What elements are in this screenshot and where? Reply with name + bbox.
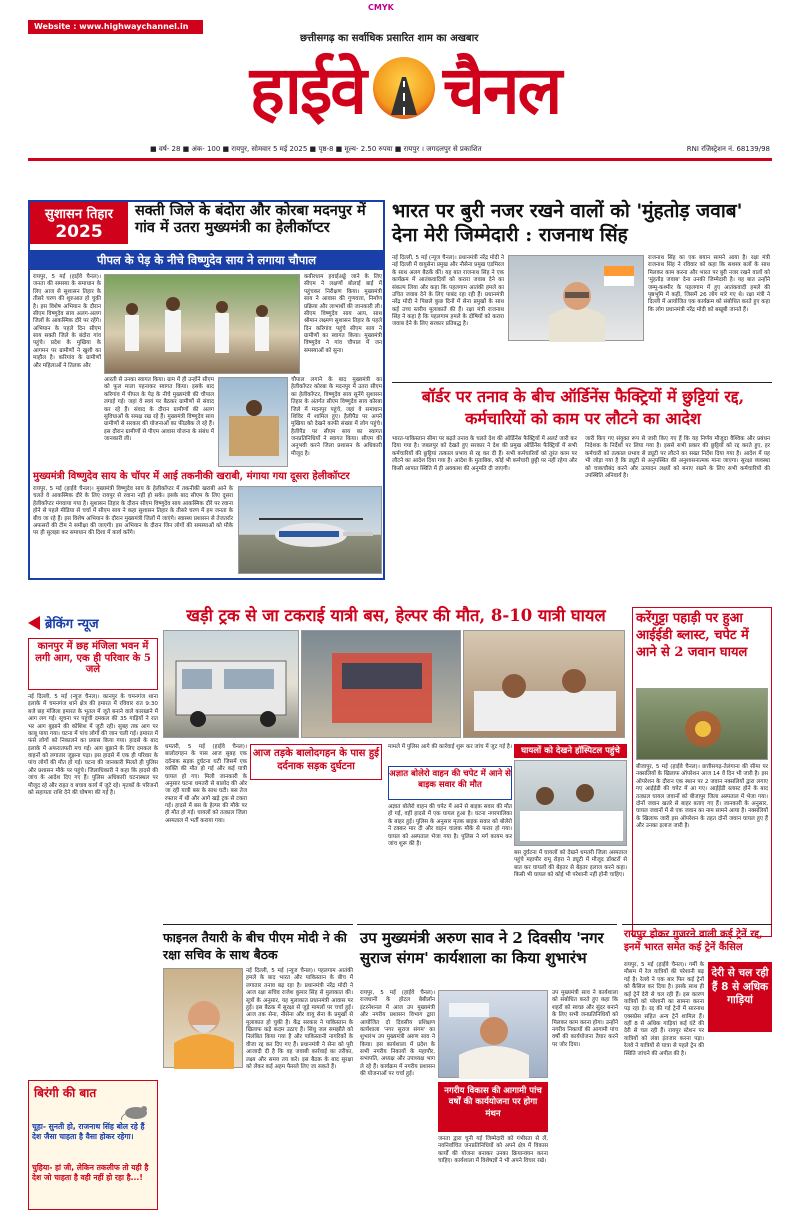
story4-headline: खड़ी ट्रक से जा टकराई यात्री बस, हेल्पर की मौत, 8-10 यात्री घायल <box>186 606 606 625</box>
megaphone-icon <box>28 616 40 630</box>
story6-rule <box>163 924 353 925</box>
story1-under: आरती से उनका स्वागत किया। ग्राम में ही उन्होंने सीएम को फूल माला पहनाकर स्वागत किया। इसके बाद करिगांव में पीपल के पेड़ के नीचे मुख्यमंत्री की चौपाल लगाई गई। जहां वे स्वयं पर बैठकर ग्रामीणों से संवाद कर रहे हैं। संवाद के दौरान ग्रामीणों की अलग सुविधाओं के समक्ष रख रहे हैं। मुख्यमंत्री विष्णुदेव साय ग्रामीणों से सरकार की योजनाओं का फीडबैक ले रहे हैं। इस दौरान ग्रामीणों से पीएम आवास योजना के संबंध में जानकारी ली। <box>104 377 214 442</box>
story1-headline: सक्ती जिले के बंदोरा और कोरबा मदनपुर में गांव में उतरा मुख्यमंत्री का हेलीकॉप्टर <box>135 202 366 236</box>
story3-col2: जारी किए गए संयुक्त रूप से जारी किए गए हैं कि यह निर्णय मौजूदा वैश्विक और प्रबंधन निदेशक के निर्देशों पर लिया गया है। इससे सभी प्रकार की छुट्टियों को रद्द करते हुए, हर कर्मचारी को तत्काल प्रभाव से ड्यूटी पर लौटने का सख्त निर्देश दिया गया है। आदेश में यह भी जोड़ा गया है कि ड्यूटी से अनुपस्थित की अनुशासनात्मक माना जाएगा। सुरक्षा व्यवस्था को चाकचौबंद करने और उत्पादन लक्ष्यों को बनाए रखने के लिए सभी कर्मचारियों की उपस्थिति अनिवार्य है। <box>585 436 770 479</box>
story5-body: बीजापुर, 5 मई (हाईवे चैनल)। छत्तीसगढ़-तेलंगाना की सीमा पर नक्सलियों के खिलाफ ऑपरेशन आज 14 वें दिन भी जारी है। इस ऑपरेशन के दौरान एक स्थान पर 2 जवान नक्सलियों द्वारा लगाए गए आईईडी की चपेट में आ गए। आईईडी ब्लास्ट होने के बाद तत्काल घायल जवानों को बीजापुर जिला अस्पताल में भेजा गया। दोनों जवान खतरे से बाहर बताए गए हैं। जानकारी के अनुसार, घायल जवानों में से एक जवान का नाम सामने आया है। नक्सलियों के खिलाफ जारी इस ऑपरेशन के तहत दोनों जवान घायल हुए हैं और उनका इलाज जारी है। <box>636 764 768 829</box>
hospital-body: बस दुर्घटना में घायलों को देखने धमतरी जिला अस्पताल पहुंचे महापौर रामू रोहरा ने ड्यूटी में मौजूद डॉक्टरों से बात कर घायलों की बेहतर से बेहतर इलाज करने कहा। किसी भी घायल को कोई भी परेशानी नहीं होनी चाहिए। <box>514 850 627 879</box>
story7-quote: नगरीय विकास की आगामी पांच वर्षों की कार्ययोजना पर होगा मंथन <box>438 1082 548 1132</box>
issue-info: ■ वर्ष- 28 ■ अंक- 100 ■ रायपुर, सोमवार 5 मई 2025 ■ पृष्ठ-8 ■ मूल्य- 2.50 रुपया ■ रायपुर । जगदलपुर से प्रकाशित <box>150 144 482 153</box>
story7-col1: रायपुर, 5 मई (हाईवे चैनल)। राजधानी के होटल बेबीलॉन इंटरनेशनल में आज उप मुख्यमंत्री और नगरीय प्रशासन विभाग द्वारा आयोजित दो दिवसीय प्रशिक्षण कार्यशाला 'नगर सुराज संगम' का शुभारंभ उप मुख्यमंत्री अरुण साव ने किया। इस कार्यशाला में प्रदेश के सभी नगरीय निकायों के महापौर, सभापति, अध्यक्ष और उपाध्यक्ष भाग ले रहे हैं। कार्यक्रम में नगरीय प्रशासन की योजनाओं पर चर्चा हुई। <box>360 990 435 1078</box>
story5-headline: करेंगुट्टा पहाड़ी पर हुआ आईईडी ब्लास्ट, चपेट में आने से 2 जवान घायल <box>636 611 749 660</box>
story4-col1b <box>250 784 382 919</box>
story4-box2-title: अज्ञात बोलेरो वाहन की चपेट में आने से बाइक सवार की मौत <box>389 769 511 791</box>
story4-col2: अज्ञात बोलेरो वाहन की चपेट में आने से बाइक सवार की मौत हो गई, वहीं हादसे में एक घायल हुआ है। घटना नगरपालिका के बाहर हुई। पुलिस के अनुसार मृतक बाइक सवार को बोलेरो ने टक्कर मार दी और वाहन चालक मौके से फरार हो गया। घायल को अस्पताल भेजा गया है। पुलिस ने मर्ग कायम कर जांच शुरू की है। <box>388 804 512 847</box>
website-bar[interactable]: Website : www.highwaychannel.in <box>28 20 203 34</box>
kanpur-body: नई दिल्ली, 5 मई (न्यूज चैनल)। कानपुर के चमनगंज थाना इलाके में चमनगंज थाने क्षेत्र की इमारत में रविवार रात 9:30 बजे छह मंजिला इमारत के भूतल में जूते बनाने वाले कारखाने में आग लग गई। सूचना पर पहुंची दमकल की 35 गाड़ियों ने रात भर आग बुझाने की कोशिश में जुटी रही। सुबह तक आग पर काबू पाया गया। घटना में पांच लोगों की जान चली गई। इमारत में फंसे लोगों को निकालने का प्रयास किया गया। हादसे के बाद इलाके में अफरातफरी मच गई। आग बुझाने के लिए दमकल के वाहनों को लगातार जूझना पड़ा। इस हादसे में एक ही परिवार के पांच लोगों की मौत हो गई। घटना की जानकारी मिलते ही पुलिस और प्रशासन मौके पर पहुंचे। जिलाधिकारी ने कहा कि हादसे की जांच के आदेश दिए गए हैं। पुलिस अधिकारी घटनास्थल पर मौजूद रहे और राहत व बचाव कार्य में जुटे रहे। मृतकों के परिजनों को सहायता राशि देने की घोषणा की गई है। <box>28 694 158 796</box>
story8-highlight: देरी से चल रही हैं 8 से अधिक गाड़ियां <box>708 962 772 1032</box>
story1b-headline: मुख्यमंत्री विष्णुदेव साय के चॉपर में आई तकनीकी खराबी, मंगाया गया दूसरा हेलीकॉप्टर <box>33 471 350 482</box>
story7-headline: उप मुख्यमंत्री अरुण साव ने 2 दिवसीय 'नगर सुराज संगम' कार्यशाला का किया शुभारंभ <box>360 929 604 968</box>
info-strip <box>150 142 770 156</box>
birangi-line2: चुहिया- हां जी, लेकिन तकलीफ तो यही है देश जो चाहता है वही नहीं हो रहा है...! <box>32 1163 149 1182</box>
story3-headline: बॉर्डर पर तनाव के बीच ऑर्डिनेंस फैक्ट्रियों में छुट्टियां रद्द, कर्मचारियों को काम पर लौटने का आदेश <box>421 387 745 428</box>
story6-body-a: नई दिल्ली, 5 मई (न्यूज चैनल)। पहलगाम आतंकी हमले के बाद भारत और पाकिस्तान के बीच में लगातार तनाव बढ़ रहा है। प्रधानमंत्री नरेंद्र मोदी ने आज रक्षा सचिव राजेश कुमार सिंह से मुलाकात की। सूत्रों के अनुसार, यह मुलाकात प्रधानमंत्री आवास पर हुई। इस बैठक में सुरक्षा से जुड़े मामलों पर चर्चा हुई। आज तक सेना, नौसेना और वायु सेना के प्रमुखों से मुलाकात हो चुकी है। केंद्र सरकार ने पाकिस्तान के खिलाफ कड़े कदम उठाए हैं। सिंधु जल समझौते को निलंबित किया गया है और पाकिस्तानी नागरिकों के वीजा रद्द कर दिए गए हैं। प्रधानमंत्री ने सेना को पूरी आजादी दी है कि वह जवाबी कार्रवाई का तरीका, लक्ष्य और समय तय करे। इस बैठक के बाद सुरक्षा को लेकर कई अहम फैसले लिए जा सकते हैं। <box>246 968 353 1070</box>
masthead-right: चैनल <box>442 51 561 129</box>
masthead <box>170 42 640 134</box>
header-rule <box>28 158 772 161</box>
story8-rule <box>622 924 772 925</box>
story4-col2-top: मामले में पुलिस आगे की कार्रवाई शुरू कर जांच में जुट गई है। <box>388 744 512 750</box>
story1b-body: रायपुर, 5 मई (हाईवे चैनल)। मुख्यमंत्री विष्णुदेव साय के हेलीकॉप्टर में तकनीकी खराबी आने के चलते वे आकस्मिक दौरे के लिए रायपुर से रवाना नहीं हो सके। इसके बाद सीएम के लिए दूसरा हेलीकॉप्टर मंगवाया गया है। सुशासन तिहार के दौरान सीएम विष्णुदेव साय आकस्मिक दौरे पर रवाना होने से पहले मीडिया से चर्चा में सीएम साय ने कहा सुशासन तिहार के तीसरे चरण में हम जनता के बीच जा रहे हैं। इस विशेष अभियान के दौरान मुख्यमंत्री जिलों में जाएंगे। स्वास्थ्य प्रशासन से तेजतर्रार अफसरों की टीम ने समीक्षा की जाएगी। इस अभियान के दौरान जिन लोगों की समस्याओं को मौके पर ही सुलझा कर समाधान की दिशा में कार्य करेंगे। <box>33 486 233 537</box>
kicker-year: 2025 <box>55 222 103 242</box>
story1-col1: रायपुर, 5 मई (हाईवे चैनल)। जनता की समस्या के समाधान के लिए आज से सुशासन तिहार के तीसरे चरण की शुरुआत हो चुकी है। इस विशेष अभियान के दौरान सीएम विष्णुदेव साय अलग-अलग जिलों के आकस्मिक दौरे पर रहेंगे। अभियान के पहले दिन सीएम साय सक्ती जिले के बंदोरा गांव पहुंचे। प्रदेश के मुखिया के आगमन पर ग्रामीणों ने खुशी का माहौल है। करिगांव के ग्रामीणों और महिलाओं ने तिलक और <box>33 274 102 369</box>
story4-box2 <box>388 766 512 800</box>
kicker-title: सुशासन तिहार <box>45 207 113 222</box>
chaupal-photo <box>104 274 300 374</box>
helicopter-photo-small <box>218 377 288 467</box>
bus-photo-2 <box>301 630 461 738</box>
rni-number: RNI रजिस्ट्रेशन नं. 68139/98 <box>686 144 770 153</box>
story4-box <box>250 744 382 780</box>
story2-col1: नई दिल्ली, 5 मई (न्यूज चैनल)। प्रधानमंत्री नरेंद्र मोदी ने नई दिल्ली में वायुसेना प्रमुख और नौसेना प्रमुख एडमिरल के साथ अलग बैठकें कीं। यह बात राजनाथ सिंह ने एक कार्यक्रम में आतंकवादियों को करारा जवाब देने का संकल्प लिया और कहा कि पहलगाम आतंकी हमले का उचित जवाब देने के लिए पाबंद रहा रही हैं। प्रधानमंत्री नरेंद्र मोदी ने पिछले कुछ दिनों में सेना प्रमुखों के साथ कई उच्च स्तरीय मुलाकातें की हैं। रक्षा मंत्री राजनाथ सिंह ने कहा है कि पहलगाम हमले के दोषियों को करारा जवाब देने के लिए सरकार प्रतिबद्ध है। <box>392 255 504 328</box>
sushasan-kicker <box>30 202 128 244</box>
story8-headline: रायपुर होकर गुजरने वाली कई ट्रेनें रद्द, इनमें भारत समेत कई ट्रेनें कैंसिल <box>624 929 763 953</box>
birangi-line1: चूहा- सुनती हो, राजनाथ सिंह बोल रहे हैं देश जैसा चाहता है वैसा होकर रहेगा। <box>32 1122 145 1141</box>
story3-col1: भारत-पाकिस्तान सीमा पर बढ़ते तनाव के चलते देश की ऑर्डिनेंस फैक्ट्रियों में अलर्ट जारी कर दिया गया है। जबलपुर को देखते हुए सरकार ने देश की प्रमुख ऑर्डिनेंस फैक्ट्रियों में सभी कर्मचारियों की छुट्टियां तत्काल प्रभाव से रद्द कर दी हैं। सभी कर्मचारियों को तुरंत काम पर लौटने का आदेश दिया गया है। आदेश के मुताबिक, कोई भी कर्मचारी छुट्टी पर नहीं रहेगा और किसी आपात स्थिति में ही अवकाश की अनुमति दी जाएगी। <box>392 436 577 472</box>
story1-subhead: पीपल के पेड़ के नीचे विष्णुदेव साय ने लगाया चौपाल <box>30 250 383 270</box>
story2-headline: भारत पर बुरी नजर रखने वालों को 'मुंहतोड़ जवाब' देना मेरी जिम्मेदारी : राजनाथ सिंह <box>392 200 743 246</box>
cmyk-marker: CMYK <box>368 3 394 12</box>
story6-headline: फाइनल तैयारी के बीच पीएम मोदी ने की रक्षा सचिव के साथ बैठक <box>163 930 347 962</box>
birangi-title: बिरंगी की बात <box>34 1086 97 1100</box>
mouse-icon <box>120 1102 152 1120</box>
hospital-photo <box>514 760 627 846</box>
ied-photo <box>636 688 768 760</box>
injured-photo <box>463 630 625 738</box>
story1-col-right: कबीरधाम हवाईअड्डे जाने के लिए सीएम ने लक्षणों बोलाई बाई में पहुंचकर निरीक्षण किया। मुख्यमंत्री साय ने आवास की गुणवत्ता, निर्माण प्रक्रिया और लाभार्थी की जानकारी ली। सीएम विष्णुदेव साय आप, साथ श्रीमान लक्ष्मण सुशासन तिहार के पहले दिन करिगांव पहुंचे सीएम साय ने ग्रामीणों का स्वागत किया। मुख्यमंत्री विष्णुदेव ने गांव चौपाल में जन समस्याओं को सुना। <box>304 274 382 354</box>
road-logo-icon <box>373 57 435 119</box>
arun-sao-photo <box>438 990 548 1078</box>
story8-body: रायपुर, 5 मई (हाईवे चैनल)। गर्मी के मौसम में रेल यात्रियों की परेशानी बढ़ गई है। रेलवे ने एक बार फिर कई ट्रेनों को कैंसिल कर दिया है। इसके साथ ही कई ट्रेनें देरी से चल रही हैं। इस कारण यात्रियों को परेशानी का सामना करना पड़ रहा है। रद्द की गई ट्रेनों में सारनाथ एक्सप्रेस सहित अन्य ट्रेनें शामिल हैं। वहीं 8 से अधिक गाड़ियां कई घंटे की देरी से चल रही हैं। रायपुर स्टेशन पर यात्रियों को लंबा इंतजार करना पड़ा। रेलवे ने यात्रियों से यात्रा से पहले ट्रेन की स्थिति जांचने की अपील की है। <box>624 962 704 1057</box>
bus-photo-1 <box>163 630 299 738</box>
story7-col2: उप मुख्यमंत्री साव ने कार्यशाला को संबोधित करते हुए कहा कि शहरों को स्वच्छ और सुंदर बनाने के लिए सभी जनप्रतिनिधियों को मिलकर काम करना होगा। उन्होंने नगरीय निकायों की आगामी पांच वर्षों की कार्ययोजना तैयार करने पर जोर दिया। <box>552 990 618 1048</box>
story3-top-rule <box>392 382 772 383</box>
story4-col1: धमतरी, 5 मई (हाईवे चैनल)। बालोदगहन के पास आज सुबह एक दर्दनाक सड़क दुर्घटना घटी जिसमें एक व्यक्ति की मौत हो गई और कई यात्री घायल हो गए। मिली जानकारी के अनुसार घटना धमतरी से बालोद की ओर जा रही यात्री बस के साथ घटी। बस तेज रफ्तार में थी और आगे खड़े ट्रक से टकरा गई। हादसे में बस के हेल्पर की मौके पर ही मौत हो गई। घायलों को तत्काल जिला अस्पताल में भर्ती कराया गया। <box>165 744 247 824</box>
story1-under-right: चौपाल लगाने के बाद मुख्यमंत्री का हेलीकॉप्टर कोरबा के मदनपुर में उतरा सीएम का हेलीकॉप्टर, विष्णुदेव साय सुनेंगे सुशासन तिहार के अंतर्गत सीएम विष्णुदेव साय कोरबा जिले में मदनपुर पहुंचे, जहां वे समाधान शिविर में शामिल हुए। हैलीपैड पर अपने मुखिया को देखने काफी संख्या में लोग पहुंचे। हैलीपैड पर सीएम साय का स्वागत जनप्रतिनिधियों ने स्वागत किया। सीएम की अनुभवी करने जिला प्रशासन के अधिकारी मौजूद है। <box>291 377 382 457</box>
tagline: छत्तीसगढ़ का सर्वाधिक प्रसारित शाम का अखबार <box>300 33 479 44</box>
hospital-title: घायलों को देखने हॉस्पिटल पहुंचे <box>514 744 627 758</box>
breaking-label: ब्रेकिंग न्यूज <box>28 612 158 634</box>
story4-box-title: आज तड़के बालोदगहन के पास हुई दर्दनाक सड़क दुर्घटना <box>252 748 380 772</box>
helicopter-photo <box>238 486 382 574</box>
masthead-left: हाईवे <box>249 51 365 129</box>
kanpur-headline: कानपुर में छह मंजिला भवन में लगी आग, एक ही परिवार के 5 जले <box>35 641 151 675</box>
story2-col1b <box>508 344 644 379</box>
story7-bottom: जनता द्वारा चुनी गई जिम्मेदारी को गंभीरता से लें, नवनिर्वाचित जनप्रतिनिधियों को अपने क्षेत्र में विकास कार्यों की योजना बनाकर उनका क्रियान्वयन करना चाहिए। कार्यशाला में विशेषज्ञों ने भी अपने विचार रखे। <box>438 1136 548 1165</box>
modi-photo <box>163 968 243 1068</box>
story7-rule <box>357 924 617 925</box>
rajnath-photo <box>508 255 644 341</box>
story2-col2: राजनाथ सिंह का एक बयान सामने आया है। रक्षा मंत्री राजनाथ सिंह ने रविवार को कहा कि सशस्त्र बलों के साथ मिलकर काम करना और भारत पर बुरी नजर रखने वालों को 'मुंहतोड़ जवाब' देना उनकी जिम्मेदारी है। यह बात उन्होंने जम्मू-कश्मीर के पहलगाम में हुए आतंकवादी हमले की पृष्ठभूमि में कही, जिसमें 26 लोग मारे गए थे। रक्षा मंत्री ने दिल्ली में आयोजित एक कार्यक्रम को संबोधित करते हुए कहा कि लोग प्रधानमंत्री नरेंद्र मोदी को बखूबी जानते हैं। <box>648 255 770 313</box>
